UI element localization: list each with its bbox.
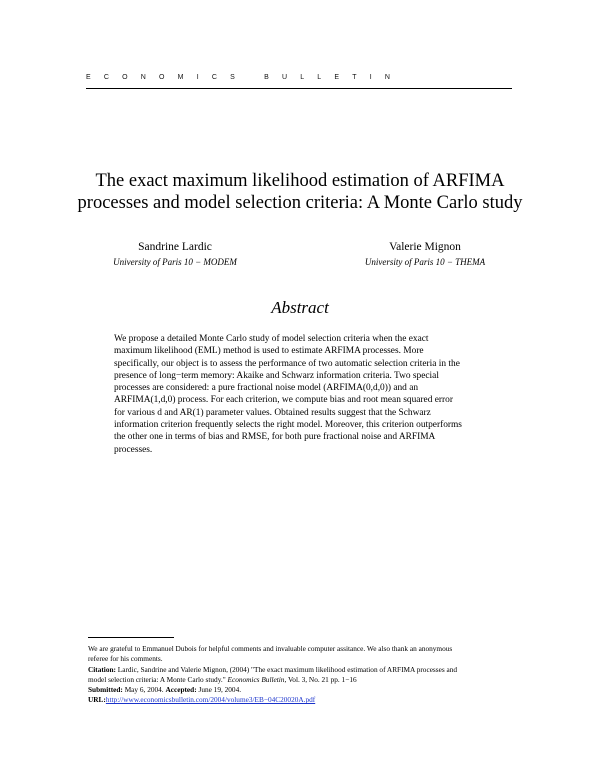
acknowledgement-line: referee for his comments. bbox=[88, 654, 163, 664]
abstract-line: processes are considered: a pure fractional noise model (ARFIMA(0,d,0)) and an bbox=[114, 383, 419, 394]
abstract-line: information criterion frequently selects the right model. Moreover, this criterion outperforms bbox=[114, 420, 462, 431]
header-rule bbox=[86, 88, 512, 89]
author-1 bbox=[95, 240, 255, 268]
abstract-line: presence of long−term memory: Akaike and Schwarz information criteria. Two special bbox=[114, 370, 439, 381]
journal-header: economics bulletin bbox=[86, 70, 404, 82]
citation-journal: Economics Bulletin bbox=[227, 674, 285, 684]
dates-line bbox=[88, 685, 518, 695]
abstract-heading: Abstract bbox=[271, 298, 329, 317]
paper-url-link[interactable]: http://www.economicsbulletin.com/2004/volume3/EB−04C20020A.pdf bbox=[105, 695, 316, 705]
citation-label: Citation: bbox=[88, 664, 116, 674]
citation-line bbox=[88, 665, 518, 675]
abstract-line: processes. bbox=[114, 444, 153, 455]
abstract-body bbox=[114, 333, 486, 456]
citation-text: Lardic, Sandrine and Valerie Mignon, (2004) "The exact maximum likelihood estimation of ARFIMA processes and bbox=[115, 664, 458, 674]
footnote-rule bbox=[88, 637, 174, 638]
author-2 bbox=[350, 240, 500, 268]
title-line-2: processes and model selection criteria: A Monte Carlo study bbox=[77, 193, 523, 213]
accepted-date: June 19, 2004. bbox=[196, 685, 242, 695]
abstract-line: for various d and AR(1) parameter values. Obtained results suggest that the Schwarz bbox=[114, 407, 431, 418]
paper-title bbox=[60, 170, 540, 214]
abstract-line: the other one in terms of bias and RMSE, for both pure fractional noise and ARFIMA bbox=[114, 432, 436, 443]
abstract-line: specifically, our object is to assess the performance of two automatic selection criteria in the bbox=[114, 358, 460, 369]
title-line-1: The exact maximum likelihood estimation of ARFIMA bbox=[95, 171, 505, 191]
url-line bbox=[88, 695, 518, 705]
author-name: Sandrine Lardic bbox=[138, 241, 212, 253]
abstract-line: ARFIMA(1,d,0) process. For each criterion, we compute bias and root mean squared error bbox=[114, 395, 453, 406]
accepted-label: Accepted: bbox=[165, 685, 197, 695]
acknowledgement-line: We are grateful to Emmanuel Dubois for helpful comments and invaluable computer assitance. We also thank an anonymous bbox=[88, 644, 453, 653]
url-label: URL: bbox=[88, 695, 106, 705]
author-affiliation: University of Paris 10 − MODEM bbox=[113, 257, 237, 267]
footnotes bbox=[88, 644, 518, 706]
citation-text: , Vol. 3, No. 21 pp. 1−16 bbox=[284, 674, 357, 684]
author-affiliation: University of Paris 10 − THEMA bbox=[364, 257, 486, 267]
citation-line bbox=[88, 675, 518, 685]
abstract-line: maximum likelihood (EML) method is used to estimate ARFIMA processes. More bbox=[114, 346, 424, 357]
abstract-line: We propose a detailed Monte Carlo study of model selection criteria when the exact bbox=[114, 334, 429, 344]
submitted-label: Submitted: bbox=[88, 685, 123, 695]
author-name: Valerie Mignon bbox=[389, 241, 461, 253]
citation-text: model selection criteria: A Monte Carlo study." bbox=[88, 674, 228, 684]
submitted-date: May 6, 2004. bbox=[122, 685, 166, 695]
